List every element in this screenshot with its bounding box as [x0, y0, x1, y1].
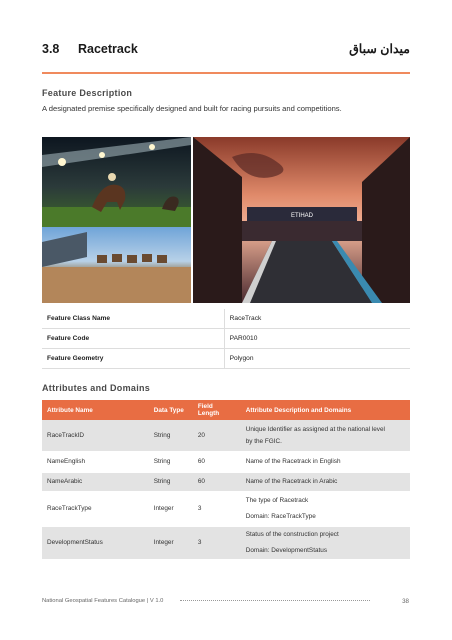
column-header: Attribute Name [42, 400, 149, 420]
attribute-length: 20 [193, 420, 241, 452]
table-row [42, 492, 410, 526]
section-arabic-title: ميدان سباق [349, 42, 410, 56]
feature-info-value: PAR0010 [224, 329, 410, 349]
table-row [42, 452, 410, 472]
feature-description-text: A designated premise specifically designed and built for racing pursuits and competitions. [42, 104, 342, 113]
table-header-row [42, 400, 410, 420]
column-header: Attribute Description and Domains [241, 400, 410, 420]
attribute-description: Name of the Racetrack in Arabic [241, 472, 410, 492]
table-row [42, 420, 410, 452]
attribute-name: RaceTrackType [42, 492, 149, 526]
horse-racing-night-photo [42, 137, 191, 227]
attribute-description [241, 420, 410, 452]
attribute-description [241, 492, 410, 526]
attribute-length: 60 [193, 452, 241, 472]
feature-info-table [42, 309, 410, 369]
table-row [42, 329, 410, 349]
footer-dotted-leader [180, 600, 370, 601]
table-row [42, 309, 410, 329]
racetrack-photos [42, 137, 410, 303]
table-row [42, 472, 410, 492]
column-header: Data Type [149, 400, 193, 420]
table-row [42, 526, 410, 560]
attribute-type: String [149, 452, 193, 472]
attribute-length: 3 [193, 526, 241, 560]
motor-racetrack-sunset-photo [193, 137, 410, 303]
page-number: 38 [402, 598, 409, 605]
attribute-name: RaceTrackID [42, 420, 149, 452]
attribute-type: String [149, 420, 193, 452]
attributes-heading: Attributes and Domains [42, 383, 151, 393]
header-divider [42, 72, 410, 74]
feature-info-value: RaceTrack [224, 309, 410, 329]
feature-description-heading: Feature Description [42, 88, 133, 98]
attribute-description [241, 526, 410, 560]
table-row [42, 349, 410, 369]
section-number: 3.8 [42, 42, 60, 56]
attribute-name: DevelopmentStatus [42, 526, 149, 560]
section-title: Racetrack [78, 42, 138, 56]
horse-racing-day-photo [42, 227, 191, 303]
feature-info-value: Polygon [224, 349, 410, 369]
footer-text: National Geospatial Features Catalogue | V 1.0 [42, 598, 164, 604]
column-header: Field Length [193, 400, 241, 420]
attribute-type: Integer [149, 492, 193, 526]
feature-info-key: Feature Code [42, 329, 224, 349]
description-line: Status of the construction project [245, 531, 339, 538]
racetrack-sign-text: ETIHAD [290, 213, 314, 219]
description-line: Domain: DevelopmentStatus [245, 547, 328, 554]
attribute-length: 3 [193, 492, 241, 526]
attribute-name: NameArabic [42, 472, 149, 492]
attribute-type: Integer [149, 526, 193, 560]
feature-info-key: Feature Geometry [42, 349, 224, 369]
description-line: Domain: RaceTrackType [245, 513, 316, 520]
description-line: Unique Identifier as assigned at the national level [245, 425, 385, 433]
description-line: by the FGIC. [245, 437, 282, 445]
attribute-description: Name of the Racetrack in English [241, 452, 410, 472]
attribute-type: String [149, 472, 193, 492]
feature-info-key: Feature Class Name [42, 309, 224, 329]
attribute-name: NameEnglish [42, 452, 149, 472]
attributes-table [42, 400, 410, 561]
attribute-length: 60 [193, 472, 241, 492]
description-line: The type of Racetrack [245, 497, 309, 504]
